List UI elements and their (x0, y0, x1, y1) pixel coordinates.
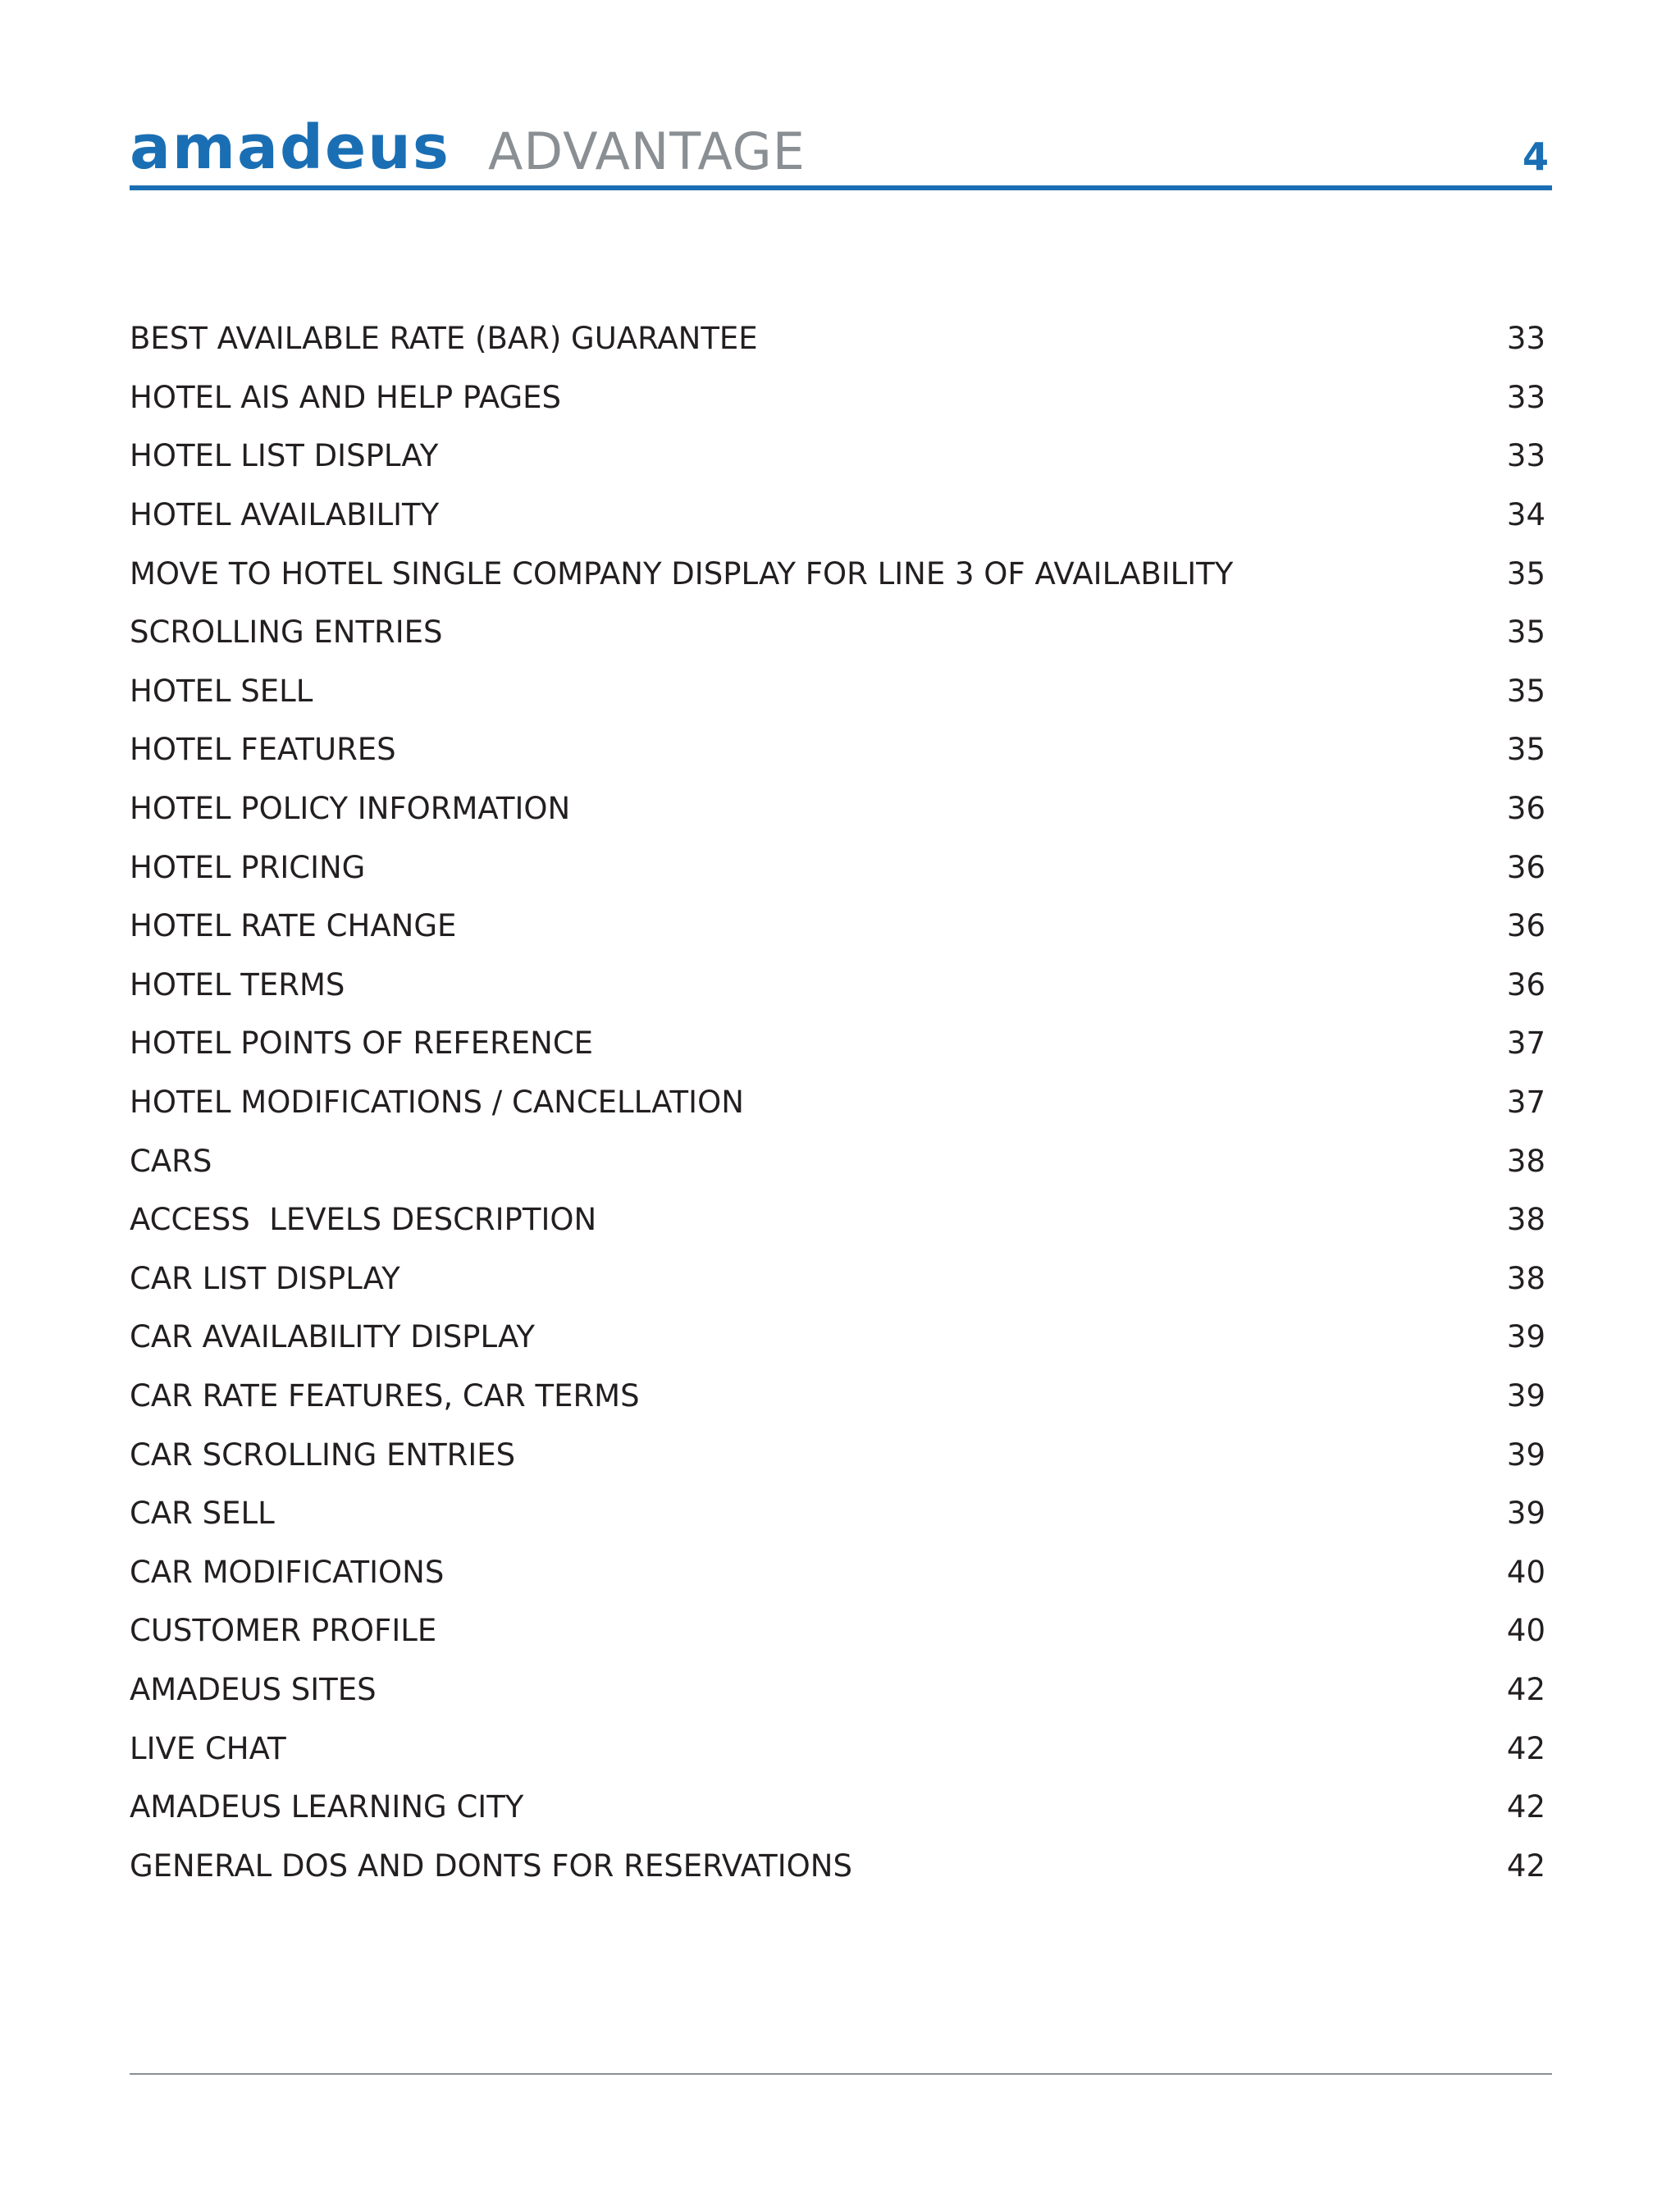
toc-entry[interactable] (130, 779, 1552, 838)
toc-entry-title: CAR AVAILABILITY DISPLAY (130, 1319, 535, 1355)
toc-entry[interactable] (130, 1719, 1552, 1778)
toc-entry-page: 42 (1506, 1671, 1545, 1707)
toc-entry-title: MOVE TO HOTEL SINGLE COMPANY DISPLAY FOR LINE 3 OF AVAILABILITY (130, 555, 1234, 592)
toc-entry-page: 40 (1506, 1554, 1545, 1590)
toc-entry-page: 36 (1506, 966, 1545, 1003)
toc-entry[interactable] (130, 309, 1552, 368)
toc-entry-title: HOTEL POLICY INFORMATION (130, 791, 571, 827)
toc-entry-page: 38 (1506, 1260, 1545, 1296)
toc-entry-title: CAR SELL (130, 1496, 275, 1532)
toc-entry[interactable] (130, 427, 1552, 486)
toc-entry[interactable] (130, 544, 1552, 603)
toc-entry[interactable] (130, 1601, 1552, 1660)
toc-entry-title: HOTEL PRICING (130, 849, 366, 885)
toc-entry[interactable] (130, 956, 1552, 1015)
toc-entry[interactable] (130, 1542, 1552, 1601)
toc-entry-page: 37 (1506, 1025, 1545, 1062)
toc-entry-page: 35 (1506, 732, 1545, 768)
toc-entry-title: HOTEL LIST DISPLAY (130, 438, 439, 474)
toc-entry[interactable] (130, 662, 1552, 721)
toc-entry-title: HOTEL FEATURES (130, 732, 396, 768)
toc-entry-title: HOTEL TERMS (130, 966, 345, 1003)
toc-entry-title: AMADEUS SITES (130, 1671, 377, 1707)
toc-entry[interactable] (130, 1131, 1552, 1190)
toc-entry[interactable] (130, 1778, 1552, 1837)
toc-entry[interactable] (130, 897, 1552, 956)
toc-entry[interactable] (130, 368, 1552, 427)
toc-entry-page: 42 (1506, 1789, 1545, 1825)
toc-entry-page: 37 (1506, 1085, 1545, 1121)
toc-entry-page: 39 (1506, 1319, 1545, 1355)
toc-entry-page: 33 (1506, 438, 1545, 474)
toc-entry-title: CAR MODIFICATIONS (130, 1554, 445, 1590)
toc-entry-title: HOTEL SELL (130, 673, 313, 709)
page-header (130, 112, 1552, 190)
amadeus-logo: amadeus (130, 112, 450, 183)
toc-entry-title: CAR RATE FEATURES, CAR TERMS (130, 1377, 640, 1414)
toc-entry-title: HOTEL POINTS OF REFERENCE (130, 1025, 594, 1062)
toc-entry-title: ACCESS LEVELS DESCRIPTION (130, 1202, 597, 1238)
toc-entry-page: 36 (1506, 908, 1545, 944)
toc-entry[interactable] (130, 486, 1552, 545)
toc-entry-page: 35 (1506, 555, 1545, 592)
toc-entry[interactable] (130, 1836, 1552, 1895)
toc-entry[interactable] (130, 1484, 1552, 1543)
toc-entry-page: 39 (1506, 1496, 1545, 1532)
toc-entry-title: CUSTOMER PROFILE (130, 1613, 437, 1649)
toc-entry-page: 38 (1506, 1143, 1545, 1179)
toc-entry-page: 42 (1506, 1848, 1545, 1884)
toc-entry[interactable] (130, 1190, 1552, 1249)
toc-entry[interactable] (130, 1249, 1552, 1309)
toc-entry[interactable] (130, 1367, 1552, 1426)
toc-entry-title: SCROLLING ENTRIES (130, 614, 443, 651)
toc-entry-page: 36 (1506, 791, 1545, 827)
product-name: ADVANTAGE (488, 121, 806, 181)
toc-entry-page: 36 (1506, 849, 1545, 885)
footer-divider (130, 2073, 1552, 2075)
toc-entry[interactable] (130, 1425, 1552, 1484)
toc-entry[interactable] (130, 603, 1552, 662)
toc-entry-page: 40 (1506, 1613, 1545, 1649)
toc-entry-title: CAR LIST DISPLAY (130, 1260, 400, 1296)
toc-entry-title: BEST AVAILABLE RATE (BAR) GUARANTEE (130, 321, 758, 357)
table-of-contents (130, 309, 1552, 1895)
toc-entry-title: AMADEUS LEARNING CITY (130, 1789, 524, 1825)
toc-entry-page: 39 (1506, 1436, 1545, 1473)
toc-entry[interactable] (130, 720, 1552, 779)
toc-entry-title: CAR SCROLLING ENTRIES (130, 1436, 516, 1473)
toc-entry[interactable] (130, 1308, 1552, 1367)
toc-entry-page: 34 (1506, 497, 1545, 533)
page-number: 4 (1522, 135, 1549, 179)
toc-entry-page: 38 (1506, 1202, 1545, 1238)
toc-entry-title: HOTEL MODIFICATIONS / CANCELLATION (130, 1085, 744, 1121)
toc-entry-title: CARS (130, 1143, 212, 1179)
toc-entry[interactable] (130, 1014, 1552, 1073)
toc-entry-title: HOTEL AIS AND HELP PAGES (130, 379, 562, 415)
toc-entry[interactable] (130, 838, 1552, 897)
toc-entry[interactable] (130, 1073, 1552, 1132)
toc-entry[interactable] (130, 1660, 1552, 1720)
toc-entry-title: HOTEL AVAILABILITY (130, 497, 440, 533)
toc-entry-page: 42 (1506, 1730, 1545, 1766)
toc-entry-title: GENERAL DOS AND DONTS FOR RESERVATIONS (130, 1848, 852, 1884)
toc-entry-page: 39 (1506, 1377, 1545, 1414)
toc-entry-title: HOTEL RATE CHANGE (130, 908, 457, 944)
toc-entry-page: 35 (1506, 673, 1545, 709)
toc-entry-page: 35 (1506, 614, 1545, 651)
toc-entry-title: LIVE CHAT (130, 1730, 286, 1766)
toc-entry-page: 33 (1506, 379, 1545, 415)
toc-entry-page: 33 (1506, 321, 1545, 357)
